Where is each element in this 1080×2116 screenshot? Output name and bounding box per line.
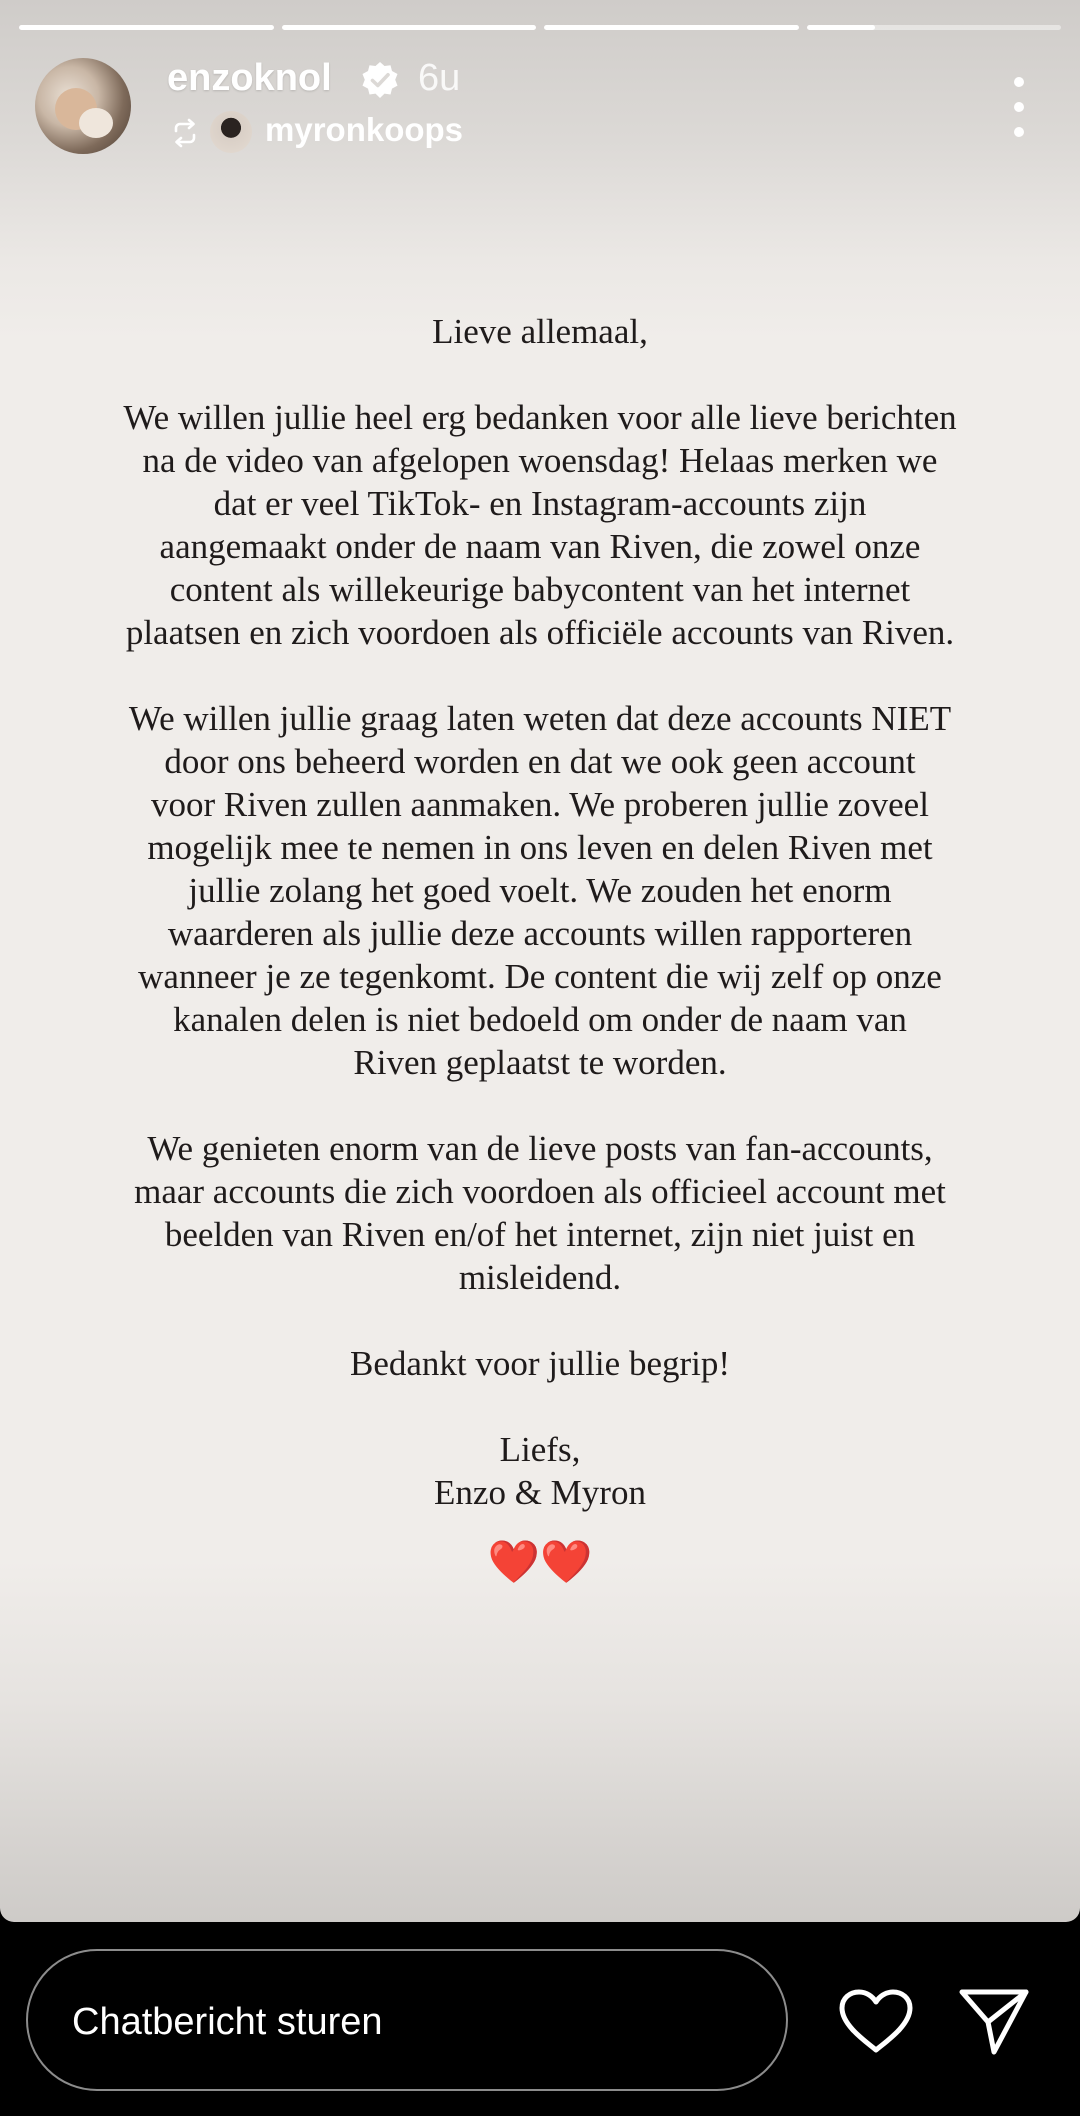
letter-signoff: Liefs, Enzo & Myron xyxy=(434,1430,646,1512)
progress-segment xyxy=(282,25,537,30)
progress-segment xyxy=(807,25,1062,30)
letter-paragraph: We willen jullie graag laten weten dat deze accounts NIET door ons beheerd worden en dat we ook geen account voor Riven zullen aanmaken. We proberen jullie zoveel mogelijk mee te nemen in ons leven en delen Riven met jullie zolang het goed voelt. We zouden het enorm waarderen als jullie deze accounts willen rapporteren wanneer je ze tegenkomt. De content die wij zelf op onze kanalen delen is niet bedoeld om onder de naam van Riven geplaatst te worden. xyxy=(128,699,952,1082)
send-icon[interactable] xyxy=(958,1986,1030,2056)
hearts-emoji: ❤️❤️ xyxy=(487,1540,593,1586)
story-header xyxy=(35,55,1050,155)
profile-avatar[interactable] xyxy=(35,58,131,154)
letter-greeting: Lieve allemaal, xyxy=(432,312,648,351)
heart-icon[interactable] xyxy=(838,1988,914,2054)
story-progress-bar xyxy=(19,25,1061,30)
post-time: 6u xyxy=(418,57,461,99)
more-vertical-icon[interactable] xyxy=(1004,77,1034,137)
chat-message-input[interactable] xyxy=(26,1949,788,2091)
reposter-avatar[interactable] xyxy=(210,111,252,153)
story-letter xyxy=(40,310,1040,1631)
letter-paragraph: We genieten enorm van de lieve posts van fan-accounts, maar accounts die zich voordoen als officieel account met beelden van Riven en/of het internet, zijn niet juist en misleidend. xyxy=(134,1129,946,1297)
progress-segment xyxy=(544,25,799,30)
reposter-username[interactable]: myronkoops xyxy=(265,111,464,148)
repost-icon xyxy=(169,117,201,149)
letter-paragraph: We willen jullie heel erg bedanken voor alle lieve berichten na de video van afgelopen woensdag! Helaas merken we dat er veel TikTok- en Instagram-accounts zijn aangemaakt onder de naam van Riven, die zowel onze content als willekeurige babycontent van het internet plaatsen en zich voordoen als officiële accounts van Riven. xyxy=(123,398,957,652)
progress-segment xyxy=(19,25,274,30)
reply-bar xyxy=(0,1922,1080,2116)
verified-badge-icon xyxy=(360,60,400,100)
letter-thanks: Bedankt voor jullie begrip! xyxy=(349,1344,731,1383)
chat-placeholder: Chatbericht sturen xyxy=(72,2001,383,2043)
username[interactable]: enzoknol xyxy=(167,57,332,99)
